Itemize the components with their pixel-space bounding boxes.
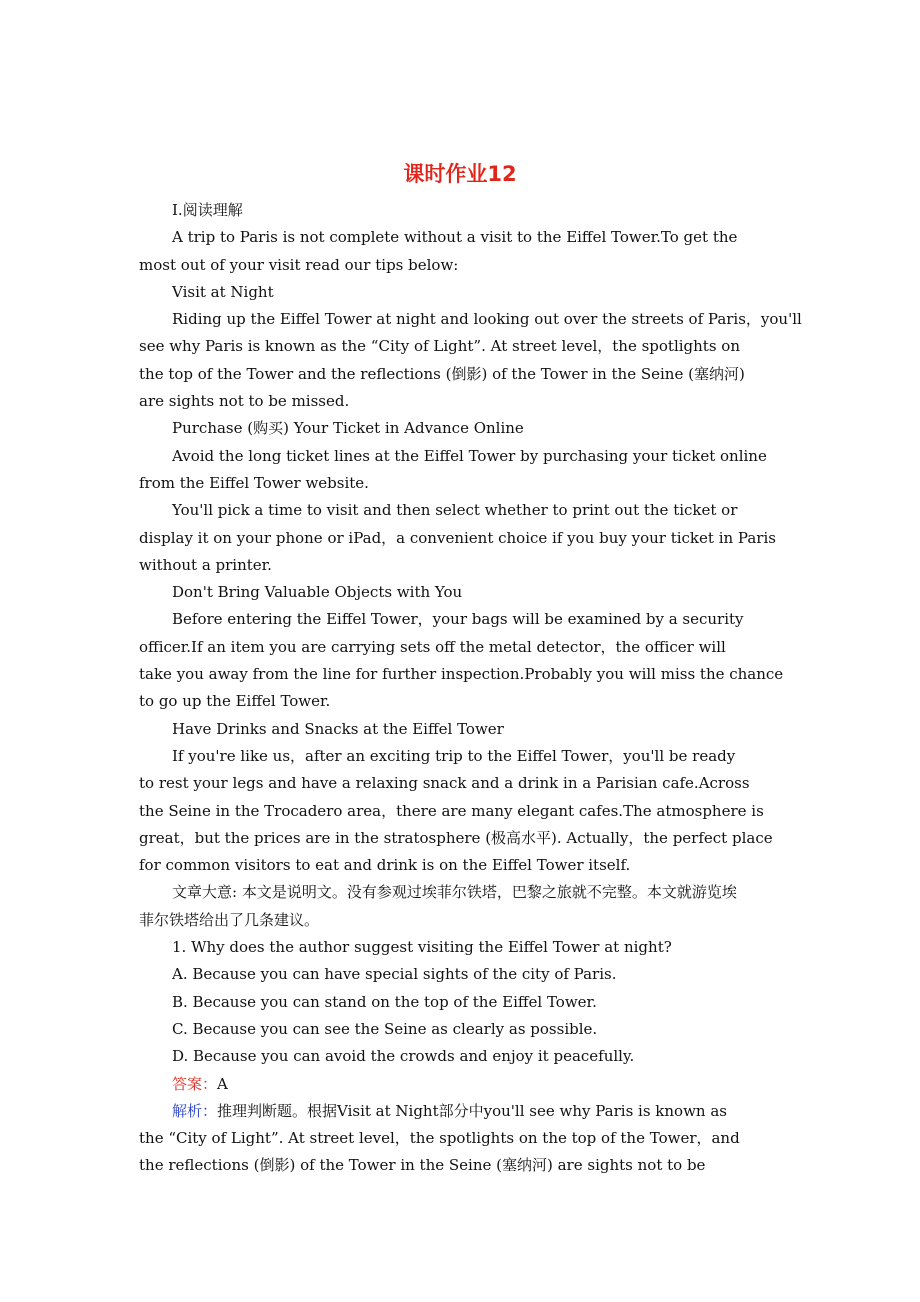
analysis-text: 推理判断题。根据Visit at Night部分中you'll see why Paris is known as xyxy=(217,1101,727,1120)
paragraph-line: the Seine in the Trocadero area，there are many elegant cafes.The atmosphere is xyxy=(139,801,764,820)
answer-line xyxy=(139,1071,839,1098)
paragraph-line: You'll pick a time to visit and then select whether to print out the ticket or xyxy=(172,501,738,520)
paragraph-line: A trip to Paris is not complete without a visit to the Eiffel Tower.To get the xyxy=(172,228,738,247)
paragraph-line: Before entering the Eiffel Tower，your bags will be examined by a security xyxy=(172,610,744,629)
paragraph-line: officer.If an item you are carrying sets off the metal detector，the officer will xyxy=(139,637,726,656)
paragraph-line: for common visitors to eat and drink is on the Eiffel Tower itself. xyxy=(139,856,631,875)
analysis-line: the reflections (倒影) of the Tower in the Seine (塞纳河) are sights not to be xyxy=(139,1156,706,1175)
question-stem: 1. Why does the author suggest visiting the Eiffel Tower at night? xyxy=(172,938,672,957)
paragraph-line: to go up the Eiffel Tower. xyxy=(139,692,331,711)
answer-value: A xyxy=(217,1074,228,1093)
option-d: D. Because you can avoid the crowds and enjoy it peacefully. xyxy=(172,1047,635,1066)
analysis-line xyxy=(139,1098,839,1125)
paragraph-line: to rest your legs and have a relaxing snack and a drink in a Parisian cafe.Across xyxy=(139,774,750,793)
answer-label: 答案： xyxy=(172,1074,218,1093)
paragraph-line: are sights not to be missed. xyxy=(139,392,350,411)
document-body xyxy=(139,197,839,1180)
paragraph-line: If you're like us，after an exciting trip to the Eiffel Tower，you'll be ready xyxy=(172,746,736,765)
option-b: B. Because you can stand on the top of the Eiffel Tower. xyxy=(172,992,597,1011)
option-a: A. Because you can have special sights of the city of Paris. xyxy=(172,965,617,984)
summary-line: 菲尔铁塔给出了几条建议。 xyxy=(139,910,320,929)
paragraph-line: from the Eiffel Tower website. xyxy=(139,473,369,492)
paragraph-line: the top of the Tower and the reflections (倒影) of the Tower in the Seine (塞纳河) xyxy=(139,364,745,383)
paragraph-line: most out of your visit read our tips below: xyxy=(139,255,459,274)
section-heading: Ⅰ.阅读理解 xyxy=(172,201,243,219)
paragraph-line: without a printer. xyxy=(139,555,272,574)
paragraph-line: display it on your phone or iPad，a convenient choice if you buy your ticket in Paris xyxy=(139,528,776,547)
paragraph-line: see why Paris is known as the “City of Light”. At street level，the spotlights on xyxy=(139,337,740,356)
analysis-label: 解析： xyxy=(172,1101,218,1120)
paragraph-line: Avoid the long ticket lines at the Eiffel Tower by purchasing your ticket online xyxy=(172,446,767,465)
subheading: Have Drinks and Snacks at the Eiffel Tower xyxy=(172,719,504,738)
subheading: Visit at Night xyxy=(172,282,274,301)
analysis-line: the “City of Light”. At street level，the spotlights on the top of the Tower，and xyxy=(139,1129,740,1148)
subheading: Don't Bring Valuable Objects with You xyxy=(172,583,463,602)
paragraph-line: take you away from the line for further inspection.Probably you will miss the chance xyxy=(139,665,784,684)
subheading: Purchase (购买) Your Ticket in Advance Online xyxy=(172,419,524,438)
paragraph-line: Riding up the Eiffel Tower at night and looking out over the streets of Paris，you'll xyxy=(172,310,802,329)
page-title: 课时作业12 xyxy=(403,162,517,186)
summary-line: 文章大意: 本文是说明文。没有参观过埃菲尔铁塔，巴黎之旅就不完整。本文就游览埃 xyxy=(172,883,737,902)
option-c: C. Because you can see the Seine as clearly as possible. xyxy=(172,1019,598,1038)
paragraph-line: great，but the prices are in the stratosphere (极高水平). Actually，the perfect place xyxy=(139,828,773,847)
